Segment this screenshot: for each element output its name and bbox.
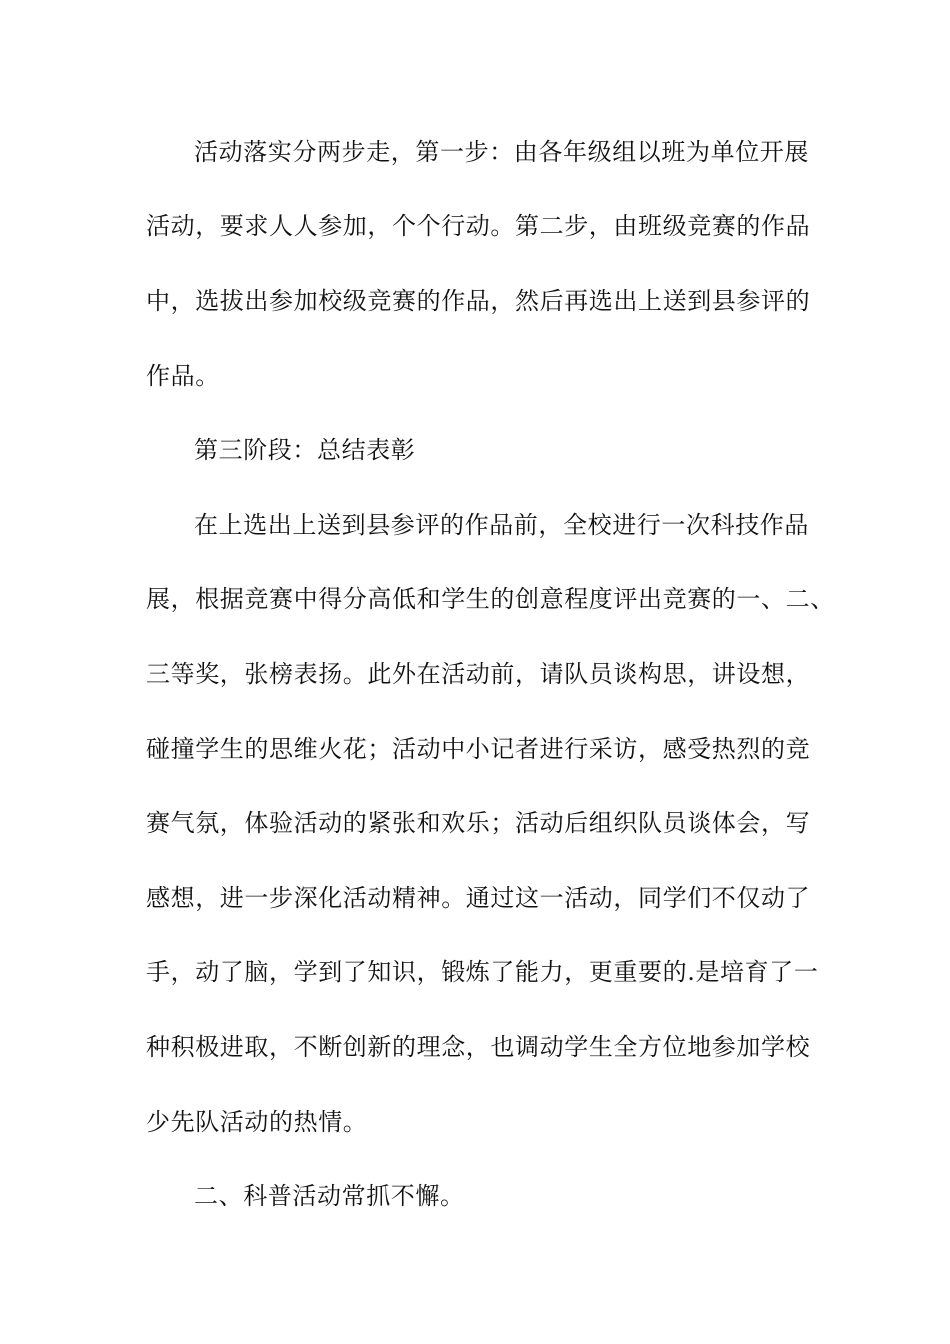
paragraph-line: 在上选出上送到县参评的作品前，全校进行一次科技作品 — [194, 511, 809, 539]
paragraph-line: 三等奖，张榜表扬。此外在活动前，请队员谈构思，讲设想， — [146, 660, 811, 688]
paragraph-line: 赛气氛，体验活动的紧张和欢乐；活动后组织队员谈体会，写 — [146, 809, 811, 837]
paragraph-line: 活动落实分两步走，第一步：由各年级组以班为单位开展 — [194, 138, 809, 166]
paragraph-line: 手，动了脑，学到了知识，锻炼了能力，更重要的.是培育了一 — [146, 958, 819, 986]
paragraph-line: 种积极进取，不断创新的理念，也调动学生全方位地参加学校 — [146, 1033, 811, 1061]
paragraph-line: 碰撞学生的思维火花；活动中小记者进行采访，感受热烈的竞 — [146, 735, 811, 763]
paragraph-line: 活动，要求人人参加，个个行动。第二步，由班级竞赛的作品 — [146, 212, 811, 240]
paragraph-line: 少先队活动的热情。 — [146, 1108, 368, 1136]
section-heading: 第三阶段：总结表彰 — [194, 436, 416, 464]
paragraph-line: 中，选拔出参加校级竞赛的作品，然后再选出上送到县参评的 — [146, 287, 811, 315]
paragraph-line: 作品。 — [146, 362, 220, 390]
section-heading: 二、科普活动常抓不懈。 — [194, 1182, 465, 1210]
paragraph-line: 感想，进一步深化活动精神。通过这一活动，同学们不仅动了 — [146, 884, 811, 912]
paragraph-line: 展，根据竞赛中得分高低和学生的创意程度评出竞赛的一、二、 — [146, 585, 835, 613]
